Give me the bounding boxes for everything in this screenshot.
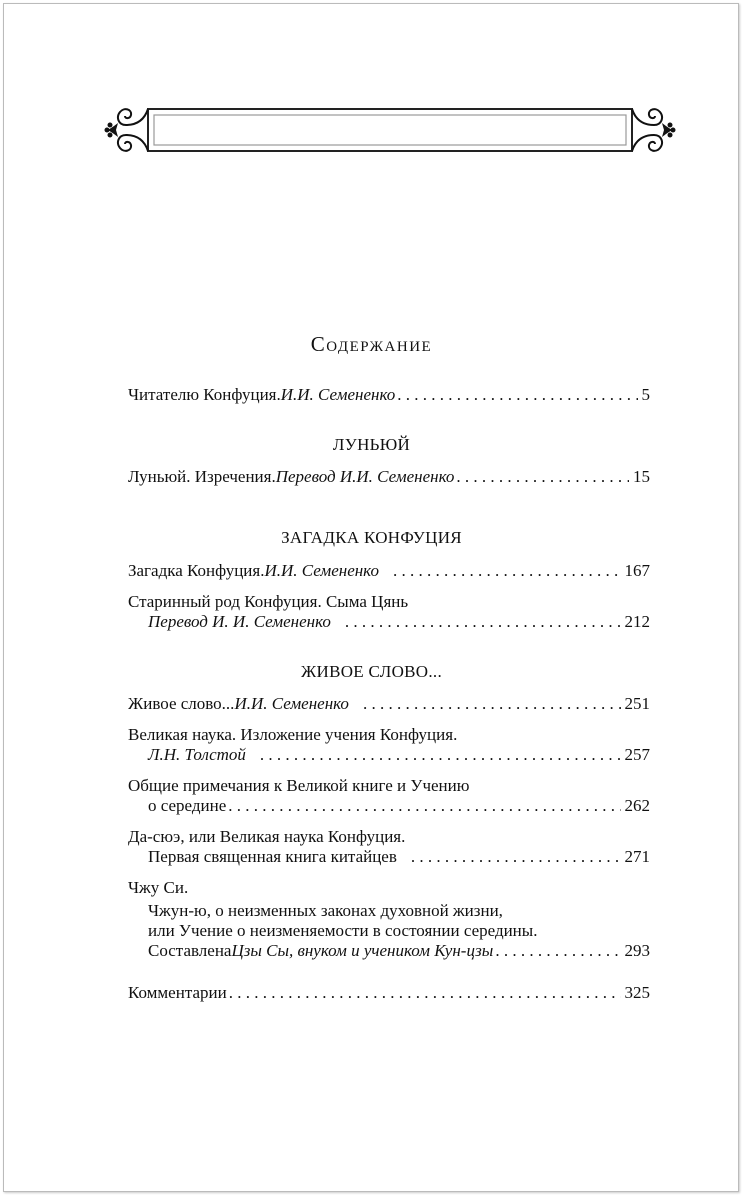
toc-entry: о середине . . . 262 [148,796,650,816]
section-heading: ЛУНЬЮЙ [332,435,411,454]
page-number: 271 [624,847,650,866]
section-heading: ЗАГАДКА КОНФУЦИЯ [281,528,462,547]
toc-entry: Комментарии . . . 325 [128,983,650,1003]
page-number: 262 [624,796,650,815]
page-number: 15 [633,467,650,486]
toc-entry-line: или Учение о неизменяемости в состоянии середины. [148,921,538,940]
toc-entry-line: Чжу Си. [128,878,189,897]
toc-entry: Л.Н. Толстой . . . 257 [148,745,650,765]
toc-entry-line: Старинный род Конфуция. Сыма Цянь [128,592,409,611]
toc-entry: Перевод И. И. Семененко . . . 212 [148,612,650,632]
page-number: 212 [624,612,650,631]
toc-entry-line: Да-сюэ, или Великая наука Конфуция. [128,827,406,846]
page-number: 5 [641,385,650,404]
toc-entry-line: Великая наука. Изложение учения Конфуция. [128,725,458,744]
page-number: 167 [624,561,650,580]
section-heading: ЖИВОЕ СЛОВО... [300,662,443,681]
page-number: 257 [624,745,650,764]
toc-entry: Первая священная книга китайцев . . . 271 [148,847,650,867]
ornamental-frame-icon [100,95,680,165]
page-number: 293 [624,941,650,960]
toc-entry: Читателю Конфуция. И.И. Семененко . . . 5 [128,385,650,405]
page-number: 251 [624,694,650,713]
toc-entry: Живое слово... И.И. Семененко . . . 251 [128,694,650,714]
toc-entry-line: Чжун-ю, о неизменных законах духовной жизни, [148,901,503,920]
toc-entry-line: Общие примечания к Великой книге и Учению [128,776,470,795]
toc-entry: Загадка Конфуция. И.И. Семененко . . . 167 [128,561,650,581]
toc-entry: Составлена Цзы Сы, внуком и учеником Кун-цзы . . . 293 [148,941,650,961]
toc-entry: Луньюй. Изречения. Перевод И.И. Семененко . . . 15 [128,467,650,487]
page-number: 325 [624,983,650,1002]
page-title: Содержание [310,332,433,356]
